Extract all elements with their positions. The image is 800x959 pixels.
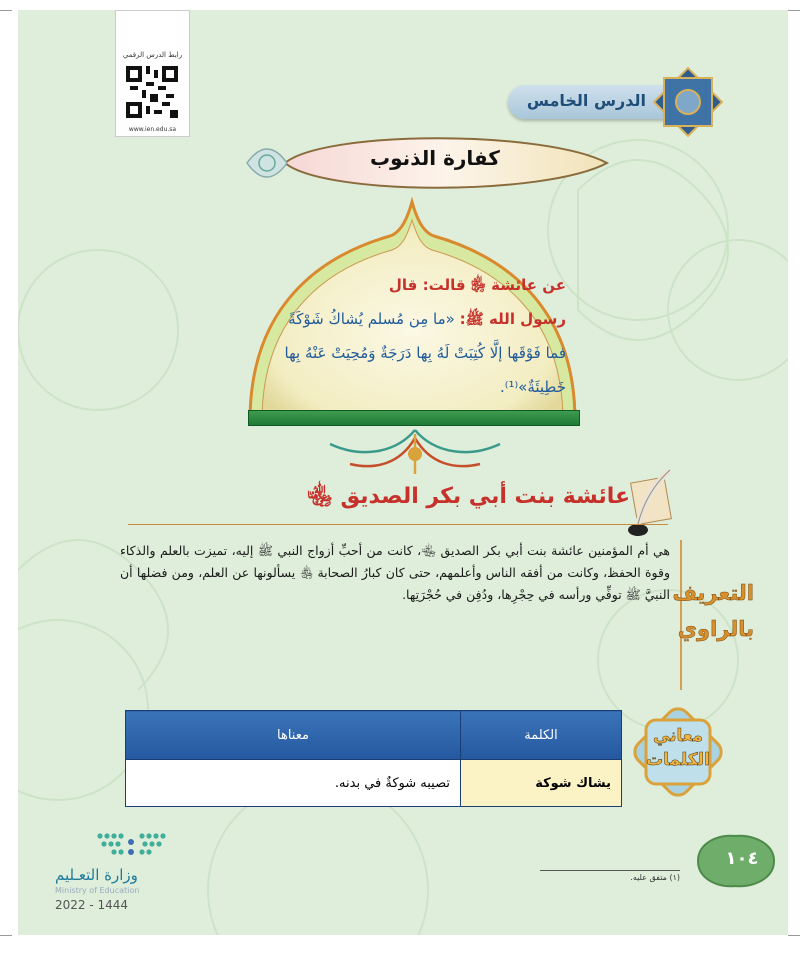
lesson-title: كفارة الذنوب [370,146,500,170]
crop-mark [788,10,800,11]
qr-code-icon[interactable] [126,66,178,118]
vocabulary-badge [632,706,724,798]
edition-year: 2022 - 1444 [55,898,129,912]
vocab-word: يشاك شوكة [461,760,622,807]
side-label-line-1: التعريف [672,581,754,605]
crop-mark [788,935,800,936]
qr-url[interactable]: www.ien.edu.sa [128,126,177,133]
heading-underline [128,524,668,525]
quill-and-ink-icon [620,468,680,538]
hadith-line-1: عن عائشة ﵂ قالت: قال [388,276,566,294]
crop-mark [0,935,12,936]
crop-mark [0,10,12,11]
qr-panel[interactable] [115,10,190,137]
page-number: ١٠٤ [725,848,759,869]
badge-line-1: معاني [652,726,704,746]
narrator-side-label [672,575,768,705]
ministry-logo-icon [90,828,180,864]
footnote-rule [540,870,680,871]
narrator-heading: عائشة بنت أبي بكر الصديق ﵄ [306,484,630,509]
side-label-line-2: بالراوي [677,617,754,641]
column-header-word: الكلمة [461,711,622,760]
islamic-star-ornament-icon [652,62,724,142]
prophet-mention: رسول الله ﷺ: [459,310,566,328]
narrator-paragraph: هي أم المؤمنين عائشة بنت أبي بكر الصديق ﵄، كانت من أحبِّ أزواج النبي ﷺ إليه، تميزت بالعلم والذكاء وقوة الحفظ، وكانت من أفقه الناس وأعلمهم، حتى كان كبارُ الصحابة ﵃ يسألونها عن العلم، ومن فضلها أن النبيَّ ﷺ توفِّي ورأسه في حِجْرِها، ودُفِن في حُجْرَتِها. [120,543,670,602]
vocab-meaning: تصيبه شوكةٌ في بدنه. [126,760,461,807]
lesson-label: الدرس الخامس [526,91,646,110]
hadith-line-4: خَطِيئَةٌ»⁽¹⁾. [499,378,566,396]
column-header-meaning: معناها [126,711,461,760]
table-row [126,760,622,807]
hadith-text [262,268,566,404]
ministry-name-ar: وزارة التعـليم [55,866,138,884]
lesson-ribbon [508,85,668,119]
hadith-line-2 [262,302,566,336]
floral-ornament-icon [320,424,510,478]
hadith-line-3: فما فَوْقَها إلَّا كُتِبَتْ لَهُ بِها دَرَجَةٌ وَمُحِيَتْ عَنْهُ بِها [284,344,566,362]
hadith-quote-start: «ما مِن مُسلم يُشاكُ شَوْكَةً [288,310,455,328]
ministry-name-en: Ministry of Education [55,886,140,895]
vocabulary-table [125,710,622,807]
badge-line-2: الكلمات [646,750,710,770]
footnote: (١) متفق عليه. [630,873,680,882]
qr-label: رابط الدرس الرقمي [122,51,183,59]
table-header-row [126,711,622,760]
